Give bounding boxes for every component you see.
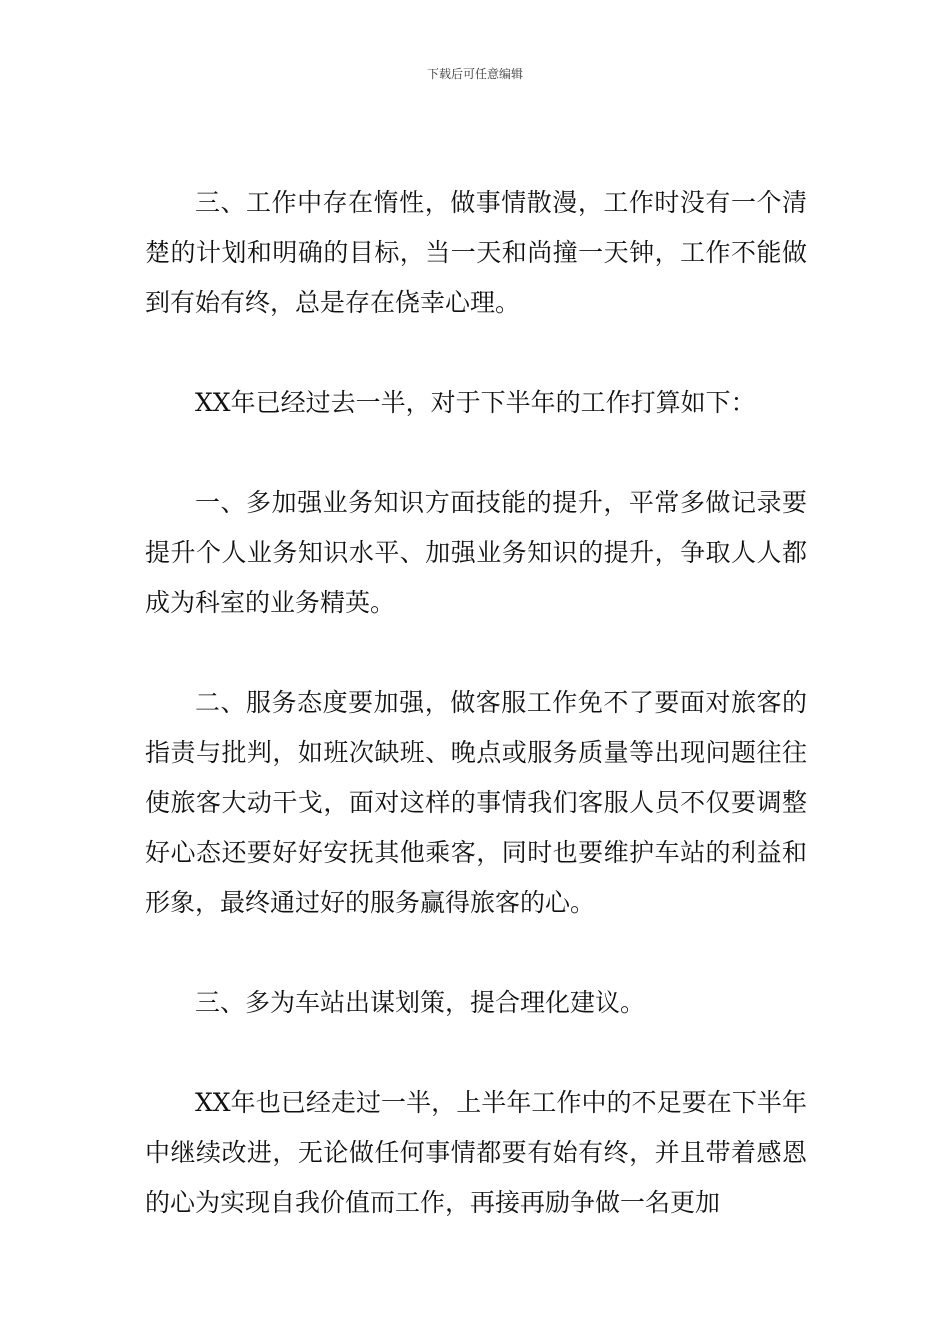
- paragraph-gap: [145, 328, 807, 378]
- paragraph-shortcomings-three: 三、工作中存在惰性，做事情散漫，工作时没有一个清楚的计划和明确的目标，当一天和尚撞一天钟，工作不能做到有始有终，总是存在侥幸心理。: [145, 188, 807, 317]
- paragraph-gap: [145, 428, 807, 478]
- page-header: 下载后可任意编辑: [426, 67, 523, 81]
- paragraph-plan-intro: XX年已经过去一半，对于下半年的工作打算如下：: [195, 388, 756, 417]
- paragraph-plan-two: 二、服务态度要加强，做客服工作免不了要面对旅客的指责与批判，如班次缺班、晚点或服务质量等出现问题往往使旅客大动干戈，面对这样的事情我们客服人员不仅要调整好心态还要好好安抚其他乘客，同时也要维护车站的利益和形象，最终通过好的服务赢得旅客的心。: [145, 688, 807, 917]
- document-body: [145, 178, 807, 1228]
- paragraph-plan-three: 三、多为车站出谋划策，提合理化建议。: [195, 988, 646, 1017]
- paragraph-gap: [145, 928, 807, 978]
- paragraph-gap: [145, 1028, 807, 1078]
- paragraph-gap: [145, 628, 807, 678]
- paragraph-conclusion: XX年也已经走过一半，上半年工作中的不足要在下半年中继续改进，无论做任何事情都要有始有终，并且带着感恩的心为实现自我价值而工作，再接再励争做一名更加: [145, 1088, 807, 1217]
- paragraph-plan-one: 一、多加强业务知识方面技能的提升，平常多做记录要提升个人业务知识水平、加强业务知识的提升，争取人人都成为科室的业务精英。: [145, 488, 807, 617]
